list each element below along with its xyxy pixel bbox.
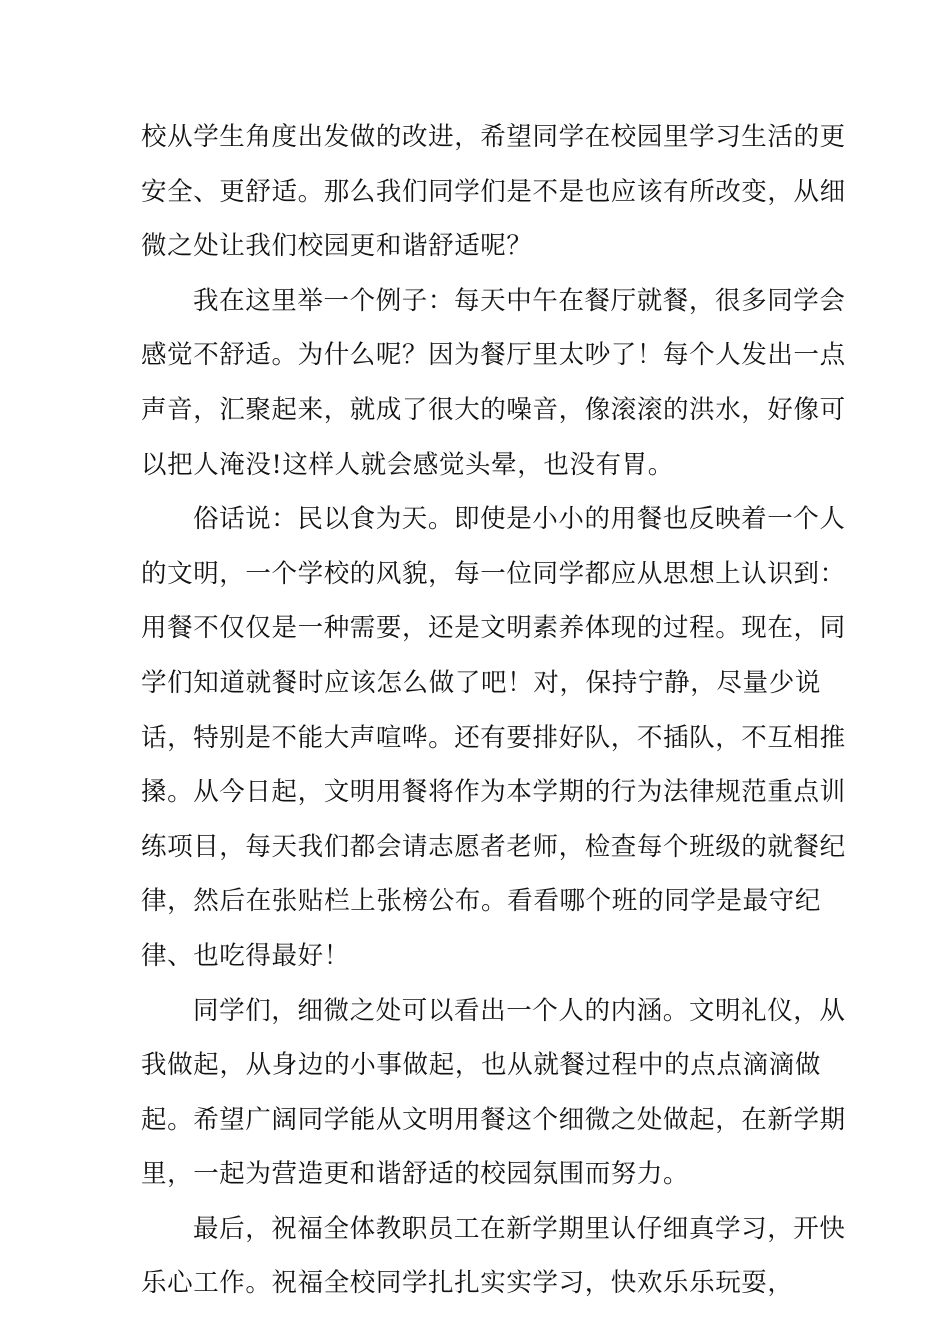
text-line: 最后，祝福全体教职员工在新学期里认仔细真学习，开快 bbox=[193, 1213, 846, 1244]
text-line: 微之处让我们校园更和谐舒适呢？ bbox=[141, 231, 533, 262]
text-line: 同学们，细微之处可以看出一个人的内涵。文明礼仪，从 bbox=[193, 995, 846, 1026]
text-line: 声音，汇聚起来，就成了很大的噪音，像滚滚的洪水，好像可 bbox=[141, 394, 846, 425]
text-line: 起。希望广阔同学能从文明用餐这个细微之处做起，在新学期 bbox=[141, 1104, 846, 1135]
text-line: 话，特别是不能大声喧哗。还有要排好队，不插队，不互相推 bbox=[141, 722, 846, 753]
text-line: 以把人淹没!这样人就会感觉头晕，也没有胃。 bbox=[141, 449, 674, 480]
text-line: 里，一起为营造更和谐舒适的校园氛围而努力。 bbox=[141, 1159, 690, 1190]
text-line: 学们知道就餐时应该怎么做了吧！对，保持宁静，尽量少说 bbox=[141, 667, 821, 698]
text-line: 律，然后在张贴栏上张榜公布。看看哪个班的同学是最守纪 bbox=[141, 886, 821, 917]
text-line: 乐心工作。祝福全校同学扎扎实实学习，快欢乐乐玩耍， bbox=[141, 1268, 794, 1299]
text-line: 的文明，一个学校的风貌，每一位同学都应从思想上认识到： bbox=[141, 558, 846, 589]
body-text bbox=[141, 110, 846, 1311]
text-line: 用餐不仅仅是一种需要，还是文明素养体现的过程。现在，同 bbox=[141, 613, 846, 644]
text-line: 校从学生角度出发做的改进，希望同学在校园里学习生活的更 bbox=[141, 122, 846, 152]
text-line: 律、也吃得最好！ bbox=[141, 940, 350, 971]
text-line: 搡。从今日起，文明用餐将作为本学期的行为法律规范重点训 bbox=[141, 777, 846, 808]
text-line: 俗话说：民以食为天。即使是小小的用餐也反映着一个人 bbox=[193, 504, 846, 535]
text-line: 感觉不舒适。为什么呢？因为餐厅里太吵了！每个人发出一点 bbox=[141, 340, 846, 371]
text-line: 练项目，每天我们都会请志愿者老师，检查每个班级的就餐纪 bbox=[141, 831, 846, 862]
text-line: 安全、更舒适。那么我们同学们是不是也应该有所改变，从细 bbox=[141, 176, 846, 207]
text-line: 我在这里举一个例子：每天中午在餐厅就餐，很多同学会 bbox=[193, 285, 846, 316]
text-line: 我做起，从身边的小事做起，也从就餐过程中的点点滴滴做 bbox=[141, 1050, 821, 1081]
